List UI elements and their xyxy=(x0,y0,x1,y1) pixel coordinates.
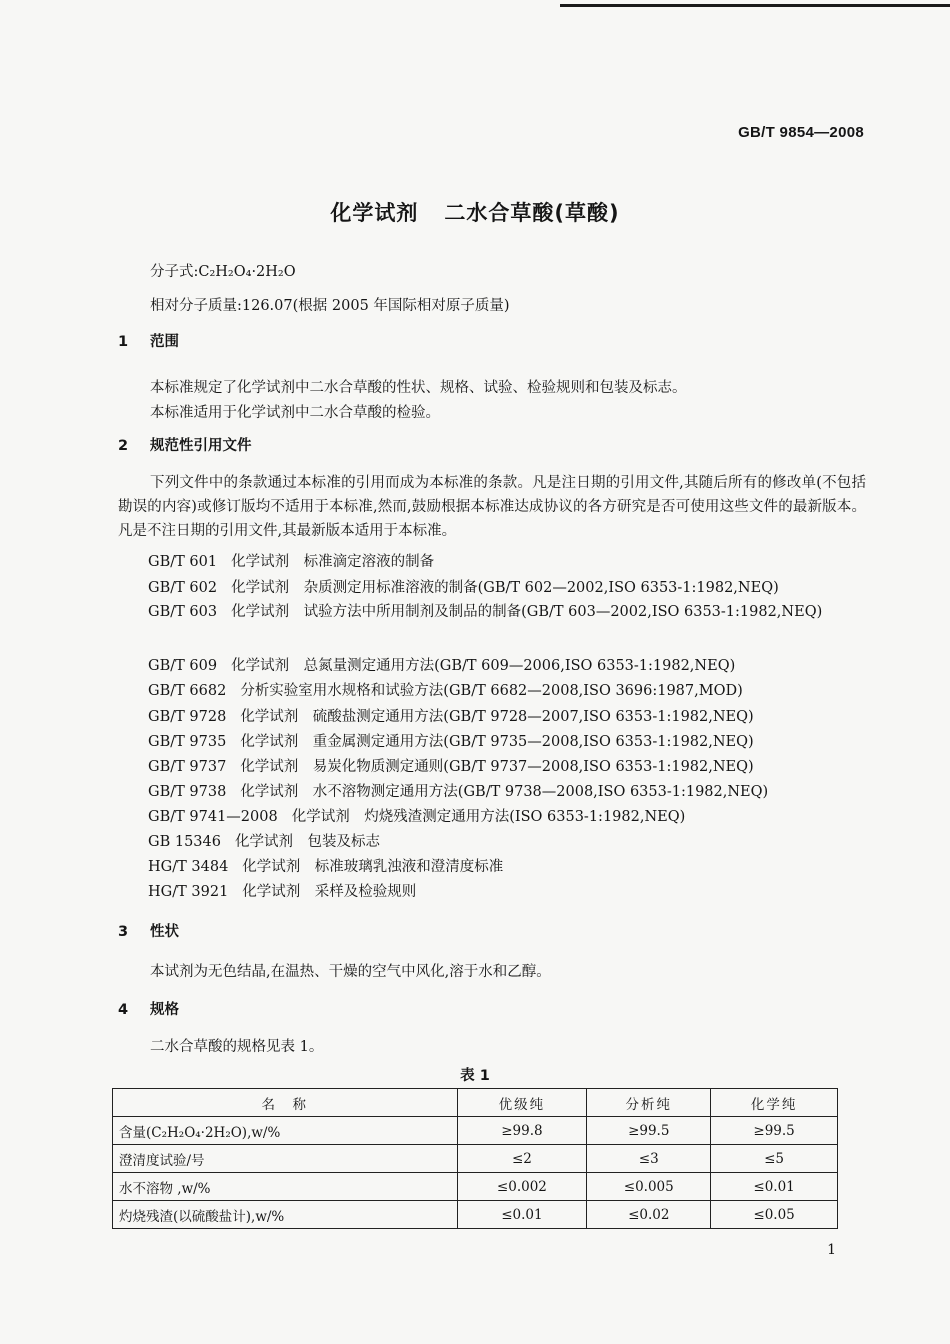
scope-paragraph-2: 本标准适用于化学试剂中二水合草酸的检验。 xyxy=(150,405,440,421)
reference-item xyxy=(148,730,754,751)
table-cell: ≤0.01 xyxy=(457,1201,587,1229)
molecular-formula: 分子式:C₂H₂O₄·2H₂O xyxy=(150,264,296,280)
spec-intro-paragraph: 二水合草酸的规格见表 1。 xyxy=(150,1039,324,1055)
reference-code: HG/T 3921 xyxy=(148,884,229,900)
section-title: 规格 xyxy=(150,1002,179,1018)
molecular-mass: 相对分子质量:126.07(根据 2005 年国际相对原子质量) xyxy=(150,298,510,314)
normative-intro-paragraph: 下列文件中的条款通过本标准的引用而成为本标准的条款。凡是注日期的引用文件,其随后所有的修改单(不包括勘误的内容)或修订版均不适用于本标准,然而,鼓励根据本标准达成协议的各方研究是否可使用这些文件的最新版本。凡是不注日期的引用文件,其最新版本适用于本标准。 xyxy=(118,475,866,539)
reference-text: 化学试剂 硫酸盐测定通用方法(GB/T 9728—2007,ISO 6353-1:1982,NEQ) xyxy=(240,709,754,725)
table-row xyxy=(113,1145,838,1173)
table-cell: ≤0.05 xyxy=(711,1201,838,1229)
section-heading-properties xyxy=(118,920,179,941)
reference-item xyxy=(148,780,768,801)
column-header-analytical-reagent: 分析纯 xyxy=(587,1089,711,1117)
reference-text: 化学试剂 灼烧残渣测定通用方法(ISO 6353-1:1982,NEQ) xyxy=(291,809,686,825)
reference-text: 化学试剂 重金属测定通用方法(GB/T 9735—2008,ISO 6353-1:1982,NEQ) xyxy=(240,734,754,750)
reference-text: 化学试剂 易炭化物质测定通则(GB/T 9737—2008,ISO 6353-1:1982,NEQ) xyxy=(240,759,754,775)
standard-code: GB/T 9854—2008 xyxy=(738,124,864,141)
reference-item xyxy=(148,679,743,700)
reference-text: 化学试剂 试验方法中所用制剂及制品的制备(GB/T 603—2002,ISO 6353-1:1982,NEQ) xyxy=(231,604,823,620)
reference-code: GB/T 609 xyxy=(148,658,218,674)
reference-item xyxy=(148,855,503,876)
reference-code: HG/T 3484 xyxy=(148,859,229,875)
reference-text: 化学试剂 标准滴定溶液的制备 xyxy=(231,554,435,570)
reference-text: 化学试剂 标准玻璃乳浊液和澄清度标准 xyxy=(242,859,504,875)
reference-item xyxy=(148,805,685,826)
table-cell: ≤0.01 xyxy=(711,1173,838,1201)
reference-code: GB/T 602 xyxy=(148,580,218,596)
reference-item xyxy=(148,830,380,851)
properties-paragraph: 本试剂为无色结晶,在温热、干燥的空气中风化,溶于水和乙醇。 xyxy=(150,964,551,980)
reference-code: GB/T 9735 xyxy=(148,734,227,750)
reference-text: 化学试剂 水不溶物测定通用方法(GB/T 9738—2008,ISO 6353-1:1982,NEQ) xyxy=(240,784,769,800)
section-heading-normative-references xyxy=(118,434,252,455)
reference-item xyxy=(148,755,754,776)
reference-code: GB/T 6682 xyxy=(148,683,227,699)
table-cell: ≥99.5 xyxy=(711,1117,838,1145)
column-header-guaranteed-reagent: 优级纯 xyxy=(457,1089,587,1117)
header-rule xyxy=(560,4,950,7)
reference-item xyxy=(148,576,779,597)
reference-text: 化学试剂 杂质测定用标准溶液的制备(GB/T 602—2002,ISO 6353-1:1982,NEQ) xyxy=(231,580,779,596)
title-part-1: 化学试剂 xyxy=(330,201,419,225)
column-header-chemically-pure: 化学纯 xyxy=(711,1089,838,1117)
table-cell: 澄清度试验/号 xyxy=(113,1145,458,1173)
table-row xyxy=(113,1173,838,1201)
reference-text: 分析实验室用水规格和试验方法(GB/T 6682—2008,ISO 3696:1987,MOD) xyxy=(240,683,743,699)
section-title: 范围 xyxy=(150,334,179,350)
reference-item xyxy=(148,654,735,675)
reference-code: GB/T 9738 xyxy=(148,784,227,800)
section-title: 规范性引用文件 xyxy=(150,438,252,454)
section-heading-scope xyxy=(118,330,179,351)
table-cell: 含量(C₂H₂O₄·2H₂O),w/% xyxy=(113,1117,458,1145)
reference-code: GB/T 603 xyxy=(148,604,218,620)
section-number: 1 xyxy=(118,334,129,350)
reference-code: GB/T 601 xyxy=(148,554,218,570)
document-title xyxy=(0,197,950,227)
reference-code: GB/T 9741—2008 xyxy=(148,809,278,825)
table-row xyxy=(113,1117,838,1145)
page-number: 1 xyxy=(827,1242,836,1258)
section-number: 4 xyxy=(118,1002,129,1018)
specification-table xyxy=(112,1088,838,1229)
section-title: 性状 xyxy=(150,924,179,940)
section-number: 2 xyxy=(118,438,129,454)
reference-item xyxy=(148,550,434,571)
table-cell: ≤0.002 xyxy=(457,1173,587,1201)
reference-item xyxy=(148,880,416,901)
scope-paragraph-1: 本标准规定了化学试剂中二水合草酸的性状、规格、试验、检验规则和包装及标志。 xyxy=(150,380,687,396)
reference-text: 化学试剂 采样及检验规则 xyxy=(242,884,417,900)
table-caption: 表 1 xyxy=(460,1068,490,1084)
table-cell: ≤2 xyxy=(457,1145,587,1173)
section-heading-specifications xyxy=(118,998,179,1019)
table-cell: ≤3 xyxy=(587,1145,711,1173)
reference-item xyxy=(118,599,866,625)
reference-code: GB 15346 xyxy=(148,834,221,850)
reference-item xyxy=(148,705,754,726)
table-cell: 水不溶物 ,w/% xyxy=(113,1173,458,1201)
table-cell: ≤5 xyxy=(711,1145,838,1173)
table-cell: ≥99.8 xyxy=(457,1117,587,1145)
table-cell: ≤0.02 xyxy=(587,1201,711,1229)
table-row xyxy=(113,1201,838,1229)
title-part-2: 二水合草酸(草酸) xyxy=(444,201,620,225)
table-header-row xyxy=(113,1089,838,1117)
reference-text: 化学试剂 总氮量测定通用方法(GB/T 609—2006,ISO 6353-1:1982,NEQ) xyxy=(231,658,736,674)
reference-code: GB/T 9737 xyxy=(148,759,227,775)
table-cell: ≥99.5 xyxy=(587,1117,711,1145)
reference-code: GB/T 9728 xyxy=(148,709,227,725)
table-cell: ≤0.005 xyxy=(587,1173,711,1201)
section-number: 3 xyxy=(118,924,129,940)
reference-text: 化学试剂 包装及标志 xyxy=(234,834,380,850)
table-cell: 灼烧残渣(以硫酸盐计),w/% xyxy=(113,1201,458,1229)
column-header-name: 名 称 xyxy=(113,1089,458,1117)
